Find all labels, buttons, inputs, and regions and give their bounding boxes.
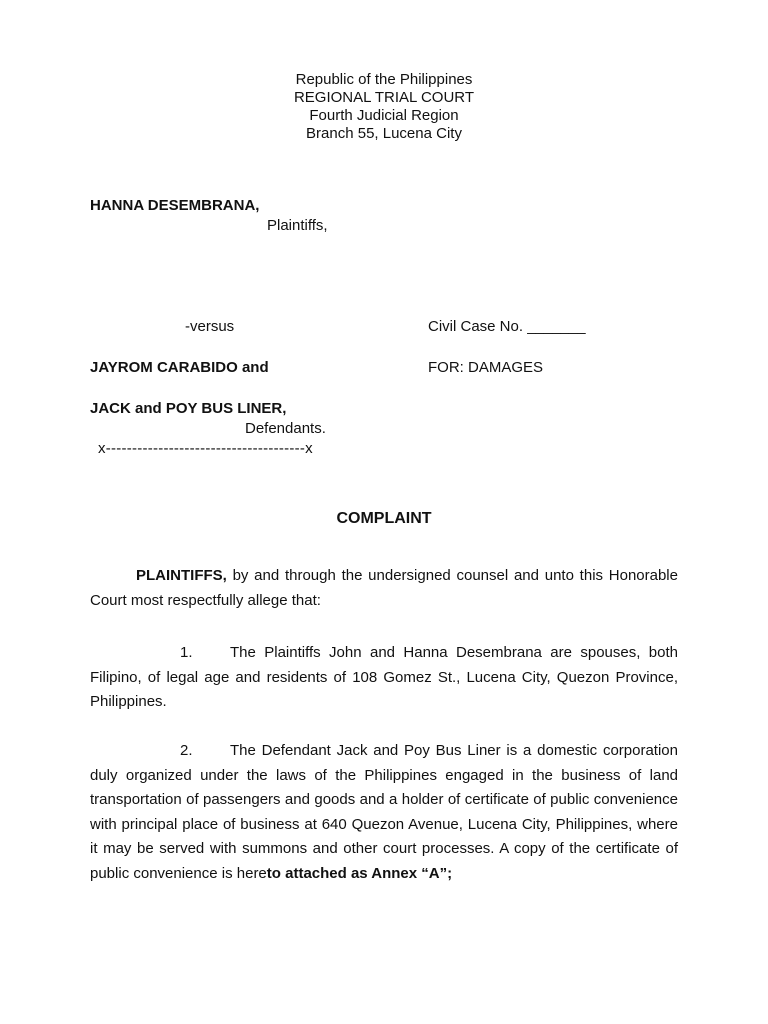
paragraph-text: The Plaintiffs John and Hanna Desembrana are spouses, both Filipino, of legal age and residents of 108 Gomez St., Lucena City, Quezon Province, Philippines. [90, 644, 678, 710]
annex-reference: to attached as Annex “A”; [266, 864, 453, 882]
case-number: Civil Case No. _______ [428, 318, 586, 335]
case-nature: FOR: DAMAGES [428, 359, 544, 376]
paragraph-number: 1. [180, 644, 193, 661]
court-header [0, 71, 768, 143]
intro-text: by and through the undersigned counsel and unto this Honorable Court most respectfully allege that: [90, 567, 678, 609]
court-republic: Republic of the Philippines [295, 71, 473, 88]
intro-lead: PLAINTIFFS, [136, 567, 227, 584]
defendant-name-1: JAYROM CARABIDO and [90, 359, 269, 376]
paragraph-number: 2. [180, 742, 193, 759]
caption-separator: x--------------------------------------x [98, 440, 313, 457]
court-branch: Branch 55, Lucena City [306, 125, 462, 142]
allegation-paragraph-2 [90, 739, 678, 886]
plaintiff-name: HANNA DESEMBRANA, [90, 197, 260, 214]
defendant-name-2: JACK and POY BUS LINER, [90, 400, 287, 417]
plaintiff-label: Plaintiffs, [267, 217, 328, 234]
defendants-label: Defendants. [245, 420, 326, 437]
intro-paragraph [90, 564, 678, 613]
versus-label: -versus [185, 318, 235, 335]
document-title: COMPLAINT [336, 510, 432, 527]
court-name: REGIONAL TRIAL COURT [293, 89, 475, 106]
allegation-paragraph-1 [90, 641, 678, 715]
court-region: Fourth Judicial Region [309, 107, 459, 124]
paragraph-text: The Defendant Jack and Poy Bus Liner is a domestic corporation duly organized under the laws of the Philippines engaged in the business of land transportation of passengers and goods and a holder of certificate of public convenience with principal place of business at 640 Quezon Avenue, Lucena City, Philippines, where it may be served with summons and other court processes. A copy of the certificate of public convenience is here [90, 742, 678, 882]
